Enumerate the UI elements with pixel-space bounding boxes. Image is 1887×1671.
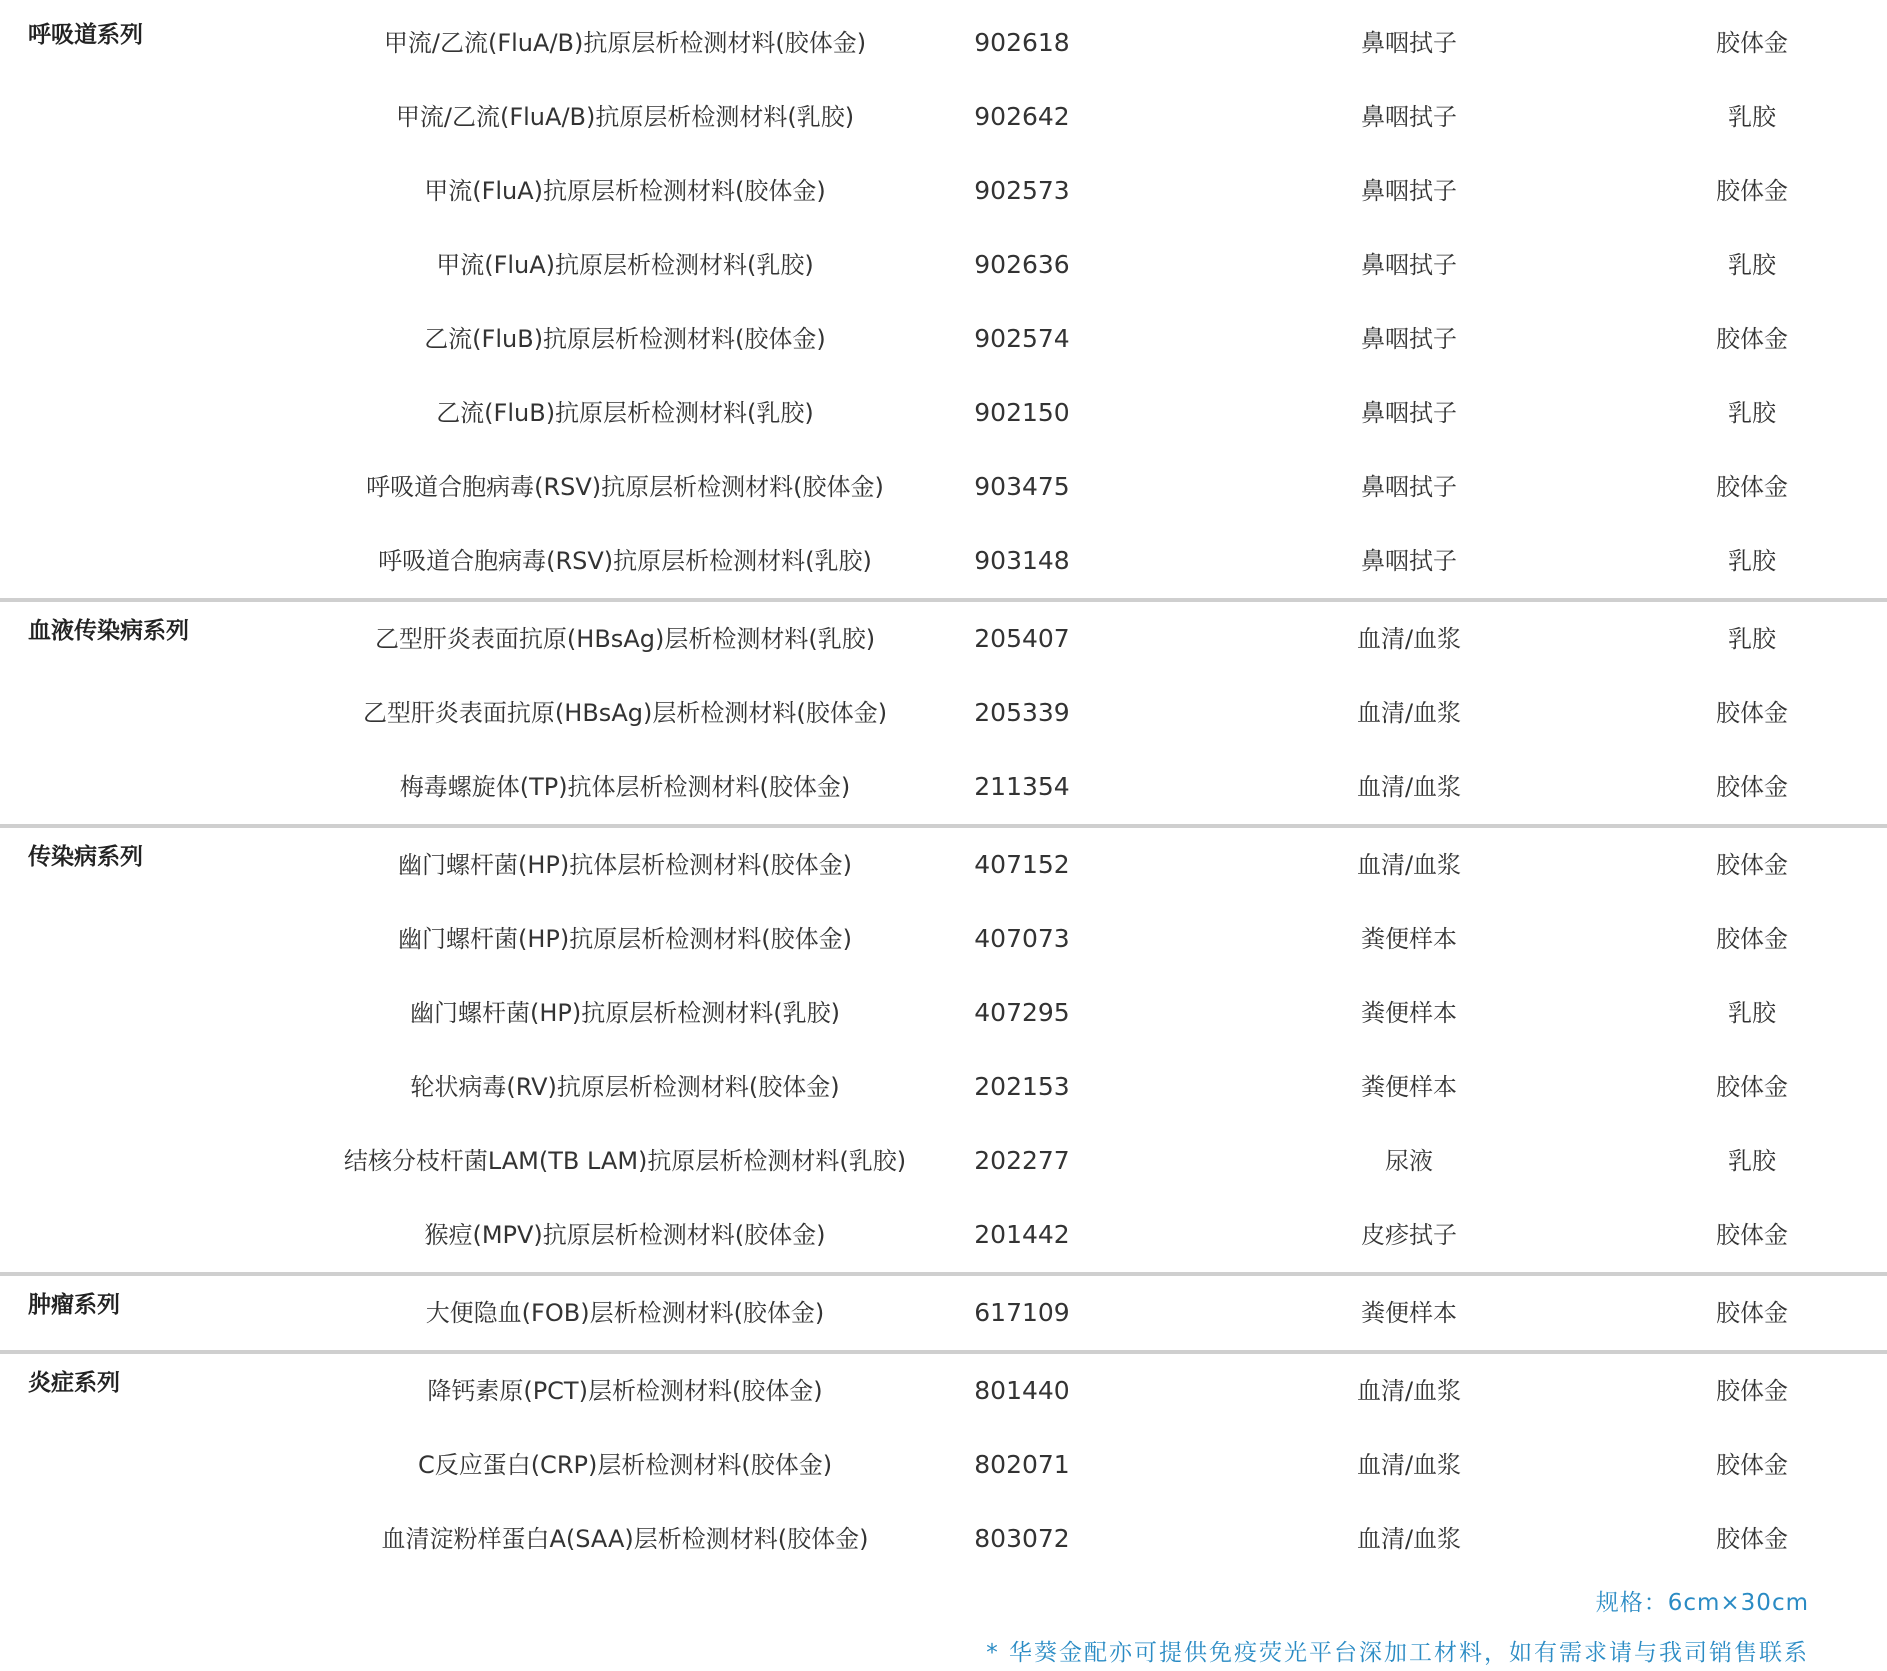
label-type: 胶体金: [1716, 29, 1788, 57]
category-label: 呼吸道系列: [28, 22, 143, 48]
contact-note: * 华葵金配亦可提供免疫荧光平台深加工材料，如有需求请与我司销售联系: [986, 1640, 1809, 1666]
category-group: [0, 824, 1887, 1272]
table-row: [0, 524, 1887, 598]
table-row: [0, 1198, 1887, 1272]
product-name: C反应蛋白(CRP)层析检测材料(胶体金): [417, 1451, 833, 1479]
product-name: 猴痘(MPV)抗原层析检测材料(胶体金): [424, 1221, 826, 1249]
label-type: 胶体金: [1716, 1073, 1788, 1101]
label-type: 胶体金: [1716, 699, 1788, 727]
table-row: [0, 302, 1887, 376]
label-type: 胶体金: [1716, 1377, 1788, 1405]
sample-type: 血清/血浆: [1356, 699, 1462, 727]
table-row: [0, 228, 1887, 302]
sample-type: 粪便样本: [1361, 925, 1457, 953]
table-row: [0, 376, 1887, 450]
sample-type: 鼻咽拭子: [1361, 399, 1457, 427]
table-row: [0, 80, 1887, 154]
table-row: [0, 1050, 1887, 1124]
product-name: 甲流(FluA)抗原层析检测材料(胶体金): [424, 177, 826, 205]
label-type: 胶体金: [1716, 1221, 1788, 1249]
product-code: 407295: [974, 998, 1070, 1027]
table-row: [0, 750, 1887, 824]
label-type: 胶体金: [1716, 851, 1788, 879]
label-type: 胶体金: [1716, 1299, 1788, 1327]
label-type: 乳胶: [1728, 625, 1776, 653]
category-group: [0, 6, 1887, 598]
product-name: 呼吸道合胞病毒(RSV)抗原层析检测材料(乳胶): [378, 547, 872, 575]
table-row: [0, 602, 1887, 676]
product-name: 甲流(FluA)抗原层析检测材料(乳胶): [436, 251, 814, 279]
category-group: [0, 1272, 1887, 1350]
label-type: 乳胶: [1728, 1147, 1776, 1175]
product-name: 乙型肝炎表面抗原(HBsAg)层析检测材料(乳胶): [374, 625, 876, 653]
product-name: 轮状病毒(RV)抗原层析检测材料(胶体金): [410, 1073, 840, 1101]
label-type: 胶体金: [1716, 925, 1788, 953]
label-type: 胶体金: [1716, 773, 1788, 801]
product-code: 201442: [974, 1220, 1070, 1249]
product-code: 903148: [974, 546, 1070, 575]
label-type: 胶体金: [1716, 473, 1788, 501]
product-name: 大便隐血(FOB)层析检测材料(胶体金): [425, 1299, 825, 1327]
label-type: 胶体金: [1716, 325, 1788, 353]
label-type: 胶体金: [1716, 177, 1788, 205]
sample-type: 血清/血浆: [1356, 1377, 1462, 1405]
table-row: [0, 1354, 1887, 1428]
product-code: 205407: [974, 624, 1070, 653]
product-code: 803072: [974, 1524, 1070, 1553]
product-name: 结核分枝杆菌LAM(TB LAM)抗原层析检测材料(乳胶): [343, 1147, 907, 1175]
table-row: [0, 154, 1887, 228]
product-name: 幽门螺杆菌(HP)抗体层析检测材料(胶体金): [398, 851, 852, 879]
product-name: 乙流(FluB)抗原层析检测材料(胶体金): [424, 325, 826, 353]
category-label: 肿瘤系列: [28, 1292, 120, 1318]
sample-type: 鼻咽拭子: [1361, 103, 1457, 131]
sample-type: 皮疹拭子: [1361, 1221, 1457, 1249]
product-name: 甲流/乙流(FluA/B)抗原层析检测材料(胶体金): [383, 29, 867, 57]
sample-type: 尿液: [1385, 1147, 1433, 1175]
product-table: [0, 6, 1887, 1576]
sample-type: 鼻咽拭子: [1361, 177, 1457, 205]
product-code: 202153: [974, 1072, 1070, 1101]
sample-type: 血清/血浆: [1356, 773, 1462, 801]
category-label: 炎症系列: [28, 1370, 120, 1396]
sample-type: 鼻咽拭子: [1361, 547, 1457, 575]
product-code: 205339: [974, 698, 1070, 727]
spec-note: 规格：6cm×30cm: [1595, 1590, 1809, 1616]
product-name: 甲流/乙流(FluA/B)抗原层析检测材料(乳胶): [395, 103, 855, 131]
product-code: 902573: [974, 176, 1070, 205]
product-name: 血清淀粉样蛋白A(SAA)层析检测材料(胶体金): [381, 1525, 869, 1553]
sample-type: 粪便样本: [1361, 1073, 1457, 1101]
label-type: 胶体金: [1716, 1451, 1788, 1479]
product-name: 乙流(FluB)抗原层析检测材料(乳胶): [436, 399, 814, 427]
product-name: 呼吸道合胞病毒(RSV)抗原层析检测材料(胶体金): [366, 473, 884, 501]
sample-type: 鼻咽拭子: [1361, 251, 1457, 279]
sample-type: 鼻咽拭子: [1361, 325, 1457, 353]
label-type: 乳胶: [1728, 547, 1776, 575]
table-row: [0, 1428, 1887, 1502]
table-row: [0, 1124, 1887, 1198]
sample-type: 粪便样本: [1361, 999, 1457, 1027]
table-row: [0, 828, 1887, 902]
label-type: 乳胶: [1728, 251, 1776, 279]
product-code: 202277: [974, 1146, 1070, 1175]
label-type: 胶体金: [1716, 1525, 1788, 1553]
sample-type: 血清/血浆: [1356, 625, 1462, 653]
product-code: 903475: [974, 472, 1070, 501]
product-name: 乙型肝炎表面抗原(HBsAg)层析检测材料(胶体金): [362, 699, 888, 727]
product-name: 幽门螺杆菌(HP)抗原层析检测材料(胶体金): [398, 925, 852, 953]
table-row: [0, 902, 1887, 976]
sample-type: 鼻咽拭子: [1361, 473, 1457, 501]
product-name: 幽门螺杆菌(HP)抗原层析检测材料(乳胶): [410, 999, 840, 1027]
category-group: [0, 1350, 1887, 1576]
product-code: 902150: [974, 398, 1070, 427]
label-type: 乳胶: [1728, 399, 1776, 427]
product-code: 802071: [974, 1450, 1070, 1479]
sample-type: 血清/血浆: [1356, 851, 1462, 879]
product-code: 902636: [974, 250, 1070, 279]
sample-type: 粪便样本: [1361, 1299, 1457, 1327]
table-row: [0, 1276, 1887, 1350]
label-type: 乳胶: [1728, 999, 1776, 1027]
product-name: 梅毒螺旋体(TP)抗体层析检测材料(胶体金): [399, 773, 851, 801]
table-row: [0, 6, 1887, 80]
footnotes: [986, 1586, 1809, 1670]
sample-type: 血清/血浆: [1356, 1451, 1462, 1479]
product-code: 902618: [974, 28, 1070, 57]
category-label: 血液传染病系列: [28, 618, 189, 644]
sample-type: 血清/血浆: [1356, 1525, 1462, 1553]
product-code: 801440: [974, 1376, 1070, 1405]
table-row: [0, 1502, 1887, 1576]
label-type: 乳胶: [1728, 103, 1776, 131]
product-code: 407152: [974, 850, 1070, 879]
sample-type: 鼻咽拭子: [1361, 29, 1457, 57]
product-code: 902574: [974, 324, 1070, 353]
product-code: 407073: [974, 924, 1070, 953]
product-code: 617109: [974, 1298, 1070, 1327]
category-label: 传染病系列: [28, 844, 143, 870]
table-row: [0, 976, 1887, 1050]
product-code: 211354: [974, 772, 1070, 801]
table-row: [0, 450, 1887, 524]
product-code: 902642: [974, 102, 1070, 131]
table-row: [0, 676, 1887, 750]
product-name: 降钙素原(PCT)层析检测材料(胶体金): [427, 1377, 823, 1405]
category-group: [0, 598, 1887, 824]
